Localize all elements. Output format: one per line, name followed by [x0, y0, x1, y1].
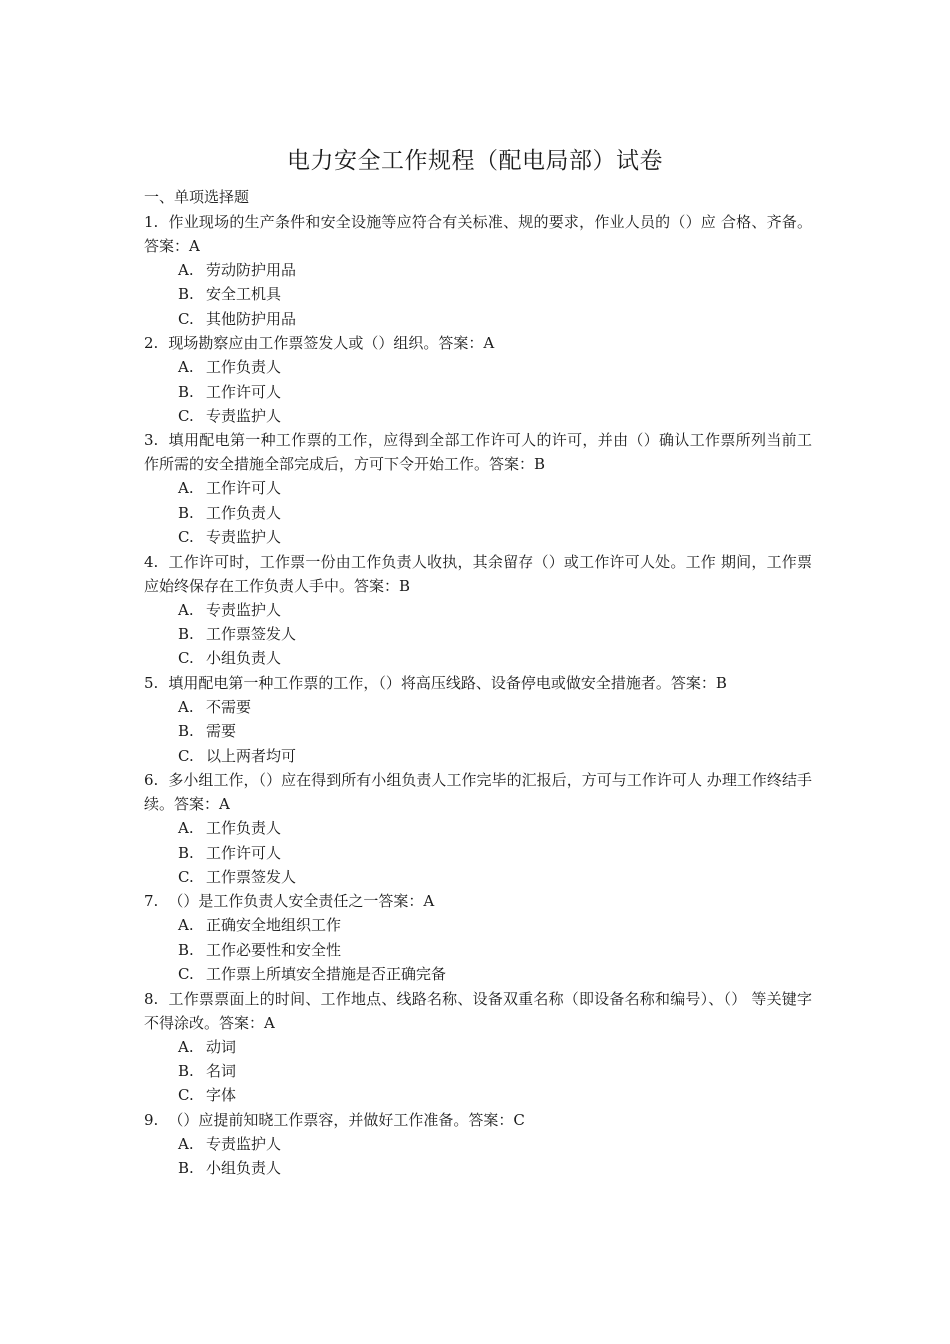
question-stem: [144, 987, 812, 1035]
question-text: （）是工作负责人安全责任之一答案：A: [168, 892, 435, 911]
option-text: 需要: [206, 722, 237, 741]
question-text: 多小组工作，（）应在得到所有小组负责人工作完毕的汇报后，方可与工作许可人 办理工作终结手续。答案：A: [144, 771, 812, 814]
option-list: [144, 695, 812, 768]
option-letter: B.: [178, 503, 194, 522]
option-text: 专责监护人: [206, 528, 282, 547]
question-4: [144, 550, 812, 671]
option-letter: C.: [178, 746, 194, 765]
answer-option: [144, 622, 812, 646]
option-text: 正确安全地组织工作: [206, 916, 342, 935]
option-text: 工作负责人: [206, 819, 282, 838]
question-stem: [144, 210, 812, 258]
section-heading: 一、单项选择题: [144, 188, 250, 206]
option-list: [144, 1035, 812, 1108]
option-letter: B.: [178, 1159, 194, 1178]
question-number: 6.: [144, 771, 159, 790]
option-letter: A.: [178, 1134, 194, 1153]
answer-option: [144, 841, 812, 865]
answer-option: [144, 525, 812, 549]
answer-option: [144, 646, 812, 670]
answer-option: [144, 258, 812, 282]
question-number: 7.: [144, 892, 159, 911]
answer-option: [144, 938, 812, 962]
answer-option: [144, 865, 812, 889]
question-2: [144, 331, 812, 428]
answer-option: [144, 695, 812, 719]
question-number: 1.: [144, 213, 159, 231]
option-letter: A.: [178, 819, 194, 838]
question-1: [144, 210, 812, 331]
option-letter: B.: [178, 382, 194, 401]
question-7: [144, 889, 812, 986]
question-number: 8.: [144, 989, 159, 1008]
answer-option: [144, 962, 812, 986]
question-text: 工作票票面上的时间、工作地点、线路名称、设备双重名称（即设备名称和编号）、（） 等关键字不得涂改。答案：A: [144, 989, 812, 1032]
option-letter: B.: [178, 285, 194, 304]
question-6: [144, 768, 812, 889]
question-stem: [144, 889, 812, 913]
answer-option: [144, 282, 812, 306]
question-text: 现场勘察应由工作票签发人或（）组织。答案：A: [168, 334, 495, 353]
option-text: 工作票签发人: [206, 625, 297, 644]
option-text: 工作票签发人: [206, 867, 297, 886]
option-letter: A.: [178, 1037, 194, 1056]
question-stem: [144, 671, 812, 695]
option-letter: A.: [178, 697, 194, 716]
question-number: 2.: [144, 334, 159, 353]
option-letter: C.: [178, 965, 194, 984]
option-list: [144, 913, 812, 986]
option-letter: C.: [178, 407, 194, 426]
option-text: 不需要: [206, 697, 252, 716]
answer-option: [144, 404, 812, 428]
option-list: [144, 258, 812, 331]
option-letter: B.: [178, 625, 194, 644]
option-list: [144, 1132, 812, 1181]
answer-option: [144, 1083, 812, 1107]
option-text: 名词: [206, 1061, 237, 1080]
option-text: 工作负责人: [206, 358, 282, 377]
option-text: 其他防护用品: [206, 309, 297, 328]
option-text: 安全工机具: [206, 285, 282, 304]
option-text: 以上两者均可: [206, 746, 297, 765]
option-letter: C.: [178, 528, 194, 547]
question-text: （）应提前知晓工作票容，并做好工作准备。答案：C: [168, 1110, 525, 1129]
question-9: [144, 1108, 812, 1181]
question-text: 工作许可时，工作票一份由工作负责人收执，其余留存（）或工作许可人处。工作 期间，工作票应始终保存在工作负责人手中。答案：B: [144, 552, 812, 595]
option-text: 工作票上所填安全措施是否正确完备: [206, 965, 447, 984]
option-text: 小组负责人: [206, 649, 282, 668]
option-text: 专责监护人: [206, 407, 282, 426]
question-list: [144, 210, 812, 1181]
answer-option: [144, 816, 812, 840]
answer-option: [144, 1035, 812, 1059]
answer-option: [144, 355, 812, 379]
option-letter: B.: [178, 1061, 194, 1080]
option-text: 专责监护人: [206, 600, 282, 619]
answer-option: [144, 719, 812, 743]
question-stem: [144, 1108, 812, 1132]
option-letter: A.: [178, 916, 194, 935]
answer-option: [144, 501, 812, 525]
option-text: 专责监护人: [206, 1134, 282, 1153]
answer-option: [144, 380, 812, 404]
option-letter: A.: [178, 261, 194, 279]
option-letter: A.: [178, 600, 194, 619]
option-letter: A.: [178, 479, 194, 498]
option-letter: B.: [178, 722, 194, 741]
option-text: 劳动防护用品: [206, 261, 297, 279]
option-list: [144, 476, 812, 549]
question-number: 5.: [144, 673, 159, 692]
option-text: 工作许可人: [206, 479, 282, 498]
answer-option: [144, 913, 812, 937]
answer-option: [144, 476, 812, 500]
option-text: 工作许可人: [206, 382, 282, 401]
question-number: 9.: [144, 1110, 159, 1129]
option-list: [144, 355, 812, 428]
question-text: 填用配电第一种工作票的工作，（）将高压线路、设备停电或做安全措施者。答案：B: [168, 673, 727, 692]
document-title: 电力安全工作规程（配电局部）试卷: [287, 148, 663, 174]
option-text: 字体: [206, 1086, 237, 1105]
question-5: [144, 671, 812, 768]
answer-option: [144, 307, 812, 331]
option-text: 小组负责人: [206, 1159, 282, 1178]
answer-option: [144, 1156, 812, 1180]
answer-option: [144, 1059, 812, 1083]
question-8: [144, 987, 812, 1108]
question-text: 作业现场的生产条件和安全设施等应符合有关标准、规的要求，作业人员的（）应 合格、齐备。答案：A: [144, 213, 812, 255]
option-letter: C.: [178, 867, 194, 886]
question-3: [144, 428, 812, 549]
option-text: 工作必要性和安全性: [206, 940, 342, 959]
option-text: 工作许可人: [206, 843, 282, 862]
question-stem: [144, 768, 812, 816]
question-stem: [144, 550, 812, 598]
option-letter: B.: [178, 843, 194, 862]
question-number: 3.: [144, 431, 159, 450]
question-stem: [144, 428, 812, 476]
option-letter: C.: [178, 1086, 194, 1105]
option-text: 工作负责人: [206, 503, 282, 522]
answer-option: [144, 598, 812, 622]
question-stem: [144, 331, 812, 355]
option-list: [144, 816, 812, 889]
question-number: 4.: [144, 552, 159, 571]
option-letter: A.: [178, 358, 194, 377]
answer-option: [144, 744, 812, 768]
question-text: 填用配电第一种工作票的工作，应得到全部工作许可人的许可，并由（）确认工作票所列当前工作所需的安全措施全部完成后，方可下令开始工作。答案：B: [144, 431, 812, 474]
option-list: [144, 598, 812, 671]
option-letter: B.: [178, 940, 194, 959]
option-letter: C.: [178, 649, 194, 668]
answer-option: [144, 1132, 812, 1156]
option-letter: C.: [178, 309, 194, 328]
option-text: 动词: [206, 1037, 237, 1056]
